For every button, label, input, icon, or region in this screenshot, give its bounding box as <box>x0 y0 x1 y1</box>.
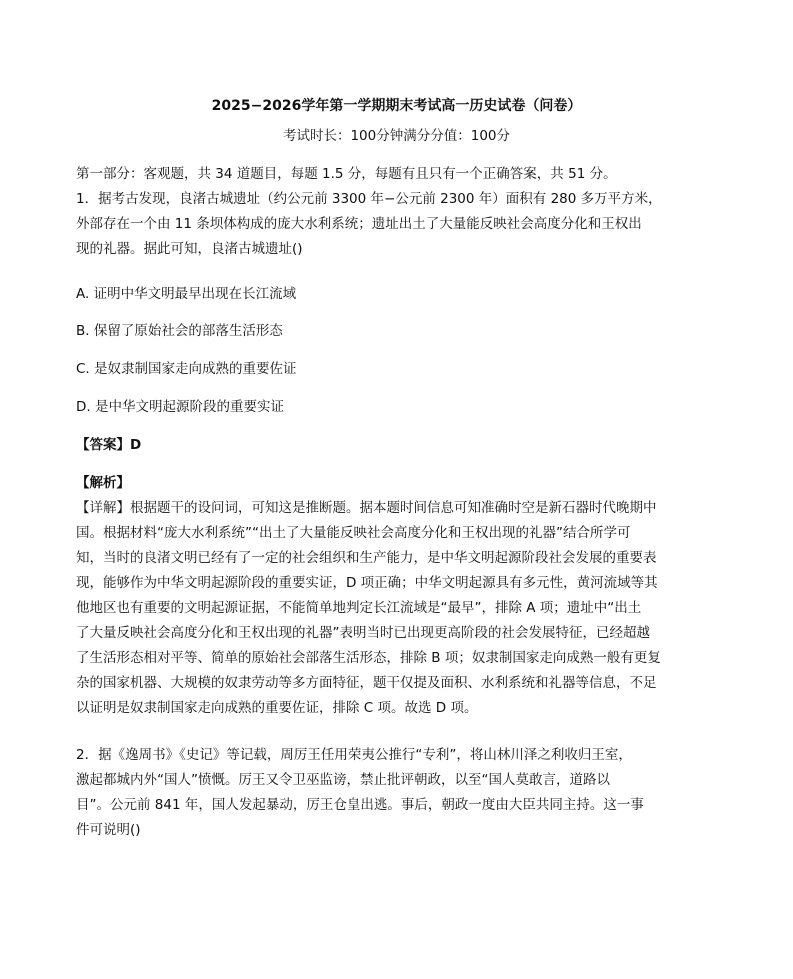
page-title: 2025−2026学年第一学期期末考试高一历史试卷（问卷） <box>211 98 582 114</box>
analysis-line: 现，能够作为中华文明起源阶段的重要实证，D 项正确；中华文明起源具有多元性，黄河流域等其 <box>76 575 658 591</box>
analysis-label: 【解析】 <box>76 475 130 491</box>
analysis-line: 以证明是奴隶制国家走向成熟的重要佐证，排除 C 项。故选 D 项。 <box>76 700 478 716</box>
question-2-stem-line-1: 2．据《逸周书》《史记》等记载，周厉王任用荣夷公推行“专利”，将山林川泽之利收归王室， <box>76 747 632 763</box>
question-1-option-c: C. 是奴隶制国家走向成熟的重要佐证 <box>76 361 297 377</box>
analysis-line: 了生活形态相对平等、简单的原始社会部落生活形态，排除 B 项；奴隶制国家走向成熟一般有更复 <box>76 650 661 666</box>
question-2-stem-line-3: 目”。公元前 841 年，国人发起暴动，厉王仓皇出逃。事后，朝政一度由大臣共同主持。这一事 <box>76 797 644 813</box>
question-1-answer: 【答案】D <box>76 437 142 453</box>
section-intro-block <box>76 162 716 262</box>
question-1-stem-line-3: 现的礼器。据此可知，良渚古城遗址() <box>76 241 303 257</box>
question-2-stem-line-4: 件可说明() <box>76 822 141 838</box>
question-1-analysis <box>76 496 716 721</box>
question-1-stem-line-1: 1．据考古发现，良渚古城遗址（约公元前 3300 年−公元前 2300 年）面积有 280 多万平方米， <box>76 191 662 207</box>
analysis-line: 他地区也有重要的文明起源证据，不能简单地判定长江流域是“最早”，排除 A 项；遗址中“出土 <box>76 600 642 616</box>
question-2-stem-line-2: 激起都城内外“国人”愤慨。厉王又令卫巫监谤，禁止批评朝政，以至“国人莫敢言，道路以 <box>76 772 610 788</box>
analysis-line: 了大量反映社会高度分化和王权出现的礼器”表明当时已出现更高阶段的社会发展特征，已经超越 <box>76 625 650 641</box>
section-intro: 第一部分：客观题，共 34 道题目，每题 1.5 分，每题有且只有一个正确答案，共 51 分。 <box>76 166 617 182</box>
question-1-option-a: A. 证明中华文明最早出现在长江流域 <box>76 286 297 302</box>
question-1-stem-line-2: 外部存在一个由 11 条坝体构成的庞大水利系统；遗址出土了大量能反映社会高度分化和王权出 <box>76 216 642 232</box>
analysis-line: 国。根据材料“庞大水利系统”“出土了大量能反映社会高度分化和王权出现的礼器”结合所学可 <box>76 525 631 541</box>
exam-info: 考试时长：100分钟满分分值：100分 <box>282 128 511 144</box>
question-1-option-b: B. 保留了原始社会的部落生活形态 <box>76 323 283 339</box>
analysis-line: 【详解】根据题干的设问词，可知这是推断题。据本题时间信息可知准确时空是新石器时代晚期中 <box>76 500 657 516</box>
question-1-option-d: D. 是中华文明起源阶段的重要实证 <box>76 399 284 415</box>
analysis-line: 知，当时的良渚文明已经有了一定的社会组织和生产能力，是中华文明起源阶段社会发展的重要表 <box>76 550 657 566</box>
analysis-line: 杂的国家机器、大规模的奴隶劳动等多方面特征，题干仅提及面积、水利系统和礼器等信息，不足 <box>76 675 657 691</box>
question-2-stem <box>76 743 716 843</box>
